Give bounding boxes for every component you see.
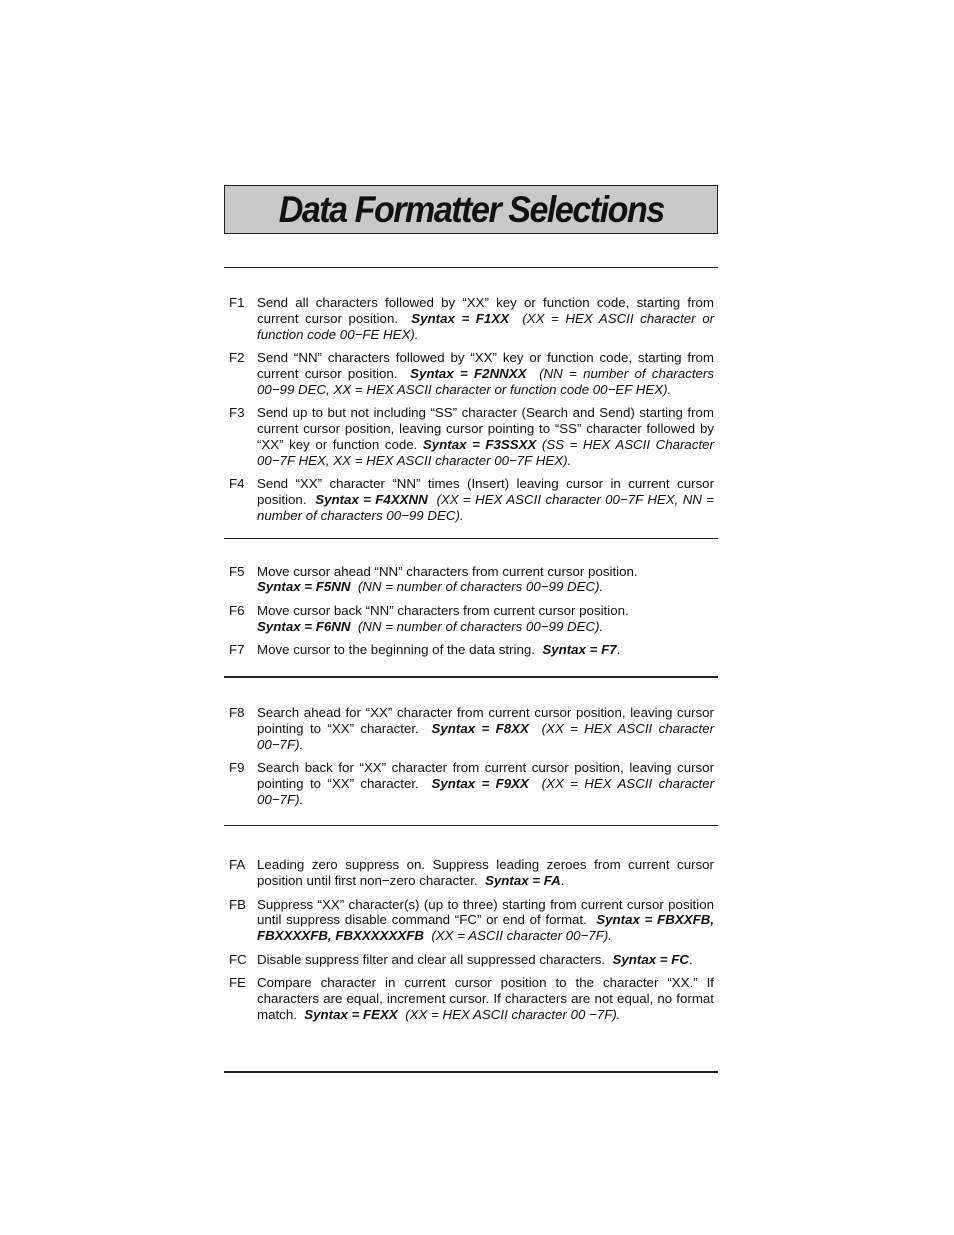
syntax-text: Syntax = F7 xyxy=(542,642,617,658)
command-code: F4 xyxy=(229,476,245,492)
command-code: F1 xyxy=(229,295,245,310)
command-description xyxy=(257,705,718,752)
description-text: Send “NN” characters followed by “XX” key or function code, starting from current cursor position. xyxy=(257,350,714,381)
description-text: Move cursor to the beginning of the data string. xyxy=(257,642,535,658)
command-description xyxy=(257,405,718,468)
command-code: F9 xyxy=(229,760,245,776)
description-text: Disable suppress filter and clear all suppressed characters. xyxy=(257,951,606,967)
command-entry-f1 xyxy=(224,295,718,342)
command-description xyxy=(257,564,718,596)
command-description xyxy=(257,952,718,968)
command-description xyxy=(257,476,718,523)
description-text: Move cursor ahead “NN” characters from current cursor position. xyxy=(257,563,638,579)
syntax-text: Syntax = F2NNXX xyxy=(410,365,527,381)
note-text: (NN = number of characters 00−99 DEC). xyxy=(357,579,604,595)
syntax-text: Syntax = F6NN xyxy=(257,618,351,634)
command-code: FA xyxy=(229,857,246,873)
description-text: Send all characters followed by “XX” key or function code, starting from current cursor position. xyxy=(257,295,714,326)
command-entry-fb xyxy=(224,897,718,944)
note-text: (NN = number of characters 00−99 DEC). xyxy=(357,618,604,634)
command-code: F2 xyxy=(229,350,245,366)
description-text: Search ahead for “XX” character from current cursor position, leaving cursor pointing to “XX” character. xyxy=(257,704,714,736)
command-code: F7 xyxy=(229,642,245,658)
command-code: F3 xyxy=(229,405,245,421)
command-code: FC xyxy=(229,951,247,967)
note-text: (NN = number of characters 00−99 DEC, XX = HEX ASCII character or function code 00−EF HEX). xyxy=(257,365,714,397)
syntax-text: Syntax = F3SSXX xyxy=(422,436,537,452)
command-entry-f2 xyxy=(224,350,718,397)
command-entry-fa xyxy=(224,857,718,889)
note-text: (XX = HEX ASCII character 00−7F). xyxy=(257,720,715,752)
description-text: Move cursor back “NN” characters from current cursor position. xyxy=(257,602,629,618)
syntax-text: Syntax = F4XXNN xyxy=(315,492,428,508)
description-text: Search back for “XX” character from current cursor position, leaving cursor pointing to “XX” character. xyxy=(257,760,714,791)
command-description xyxy=(257,295,718,342)
description-text: Send “XX” character “NN” times (Insert) leaving cursor in current cursor position. xyxy=(257,476,714,508)
note-text: . xyxy=(560,873,565,889)
command-entry-f3 xyxy=(224,405,718,468)
note-text: . xyxy=(616,642,621,658)
command-code: F5 xyxy=(229,563,245,579)
command-entry-fc xyxy=(224,952,718,968)
command-description xyxy=(257,897,718,944)
note-text: (XX = HEX ASCII character 00−7F HEX, NN = number of characters 00−99 DEC). xyxy=(257,492,715,523)
section-send-commands xyxy=(224,268,718,539)
title-box xyxy=(224,185,718,234)
note-text: . xyxy=(688,951,693,967)
note-text: (XX = HEX ASCII character 00−7F). xyxy=(257,775,715,807)
section-suppress-compare-commands xyxy=(224,826,718,1072)
command-code: F6 xyxy=(229,602,245,618)
section-search-commands xyxy=(224,678,718,826)
command-entry-f4 xyxy=(224,476,718,523)
command-entry-f7 xyxy=(224,642,718,658)
note-text: (XX = HEX ASCII character 00 −7F). xyxy=(405,1007,621,1023)
page xyxy=(224,185,718,1073)
syntax-text: Syntax = F1XX xyxy=(411,310,510,326)
command-description xyxy=(257,350,718,397)
command-description xyxy=(257,975,718,1022)
syntax-text: Syntax = F8XX xyxy=(431,720,529,736)
description-text: Send up to but not including “SS” character (Search and Send) starting from current cursor position, leaving cursor pointing to “SS” character followed by “XX” key or function code. xyxy=(257,405,714,452)
description-text: Compare character in current cursor position to the character “XX.” If characters are equal, increment cursor. If characters are not equal, no format match. xyxy=(257,975,714,1023)
command-entry-f9 xyxy=(224,760,718,807)
syntax-text: Syntax = FC xyxy=(612,951,689,967)
command-description xyxy=(257,603,718,635)
command-code: F8 xyxy=(229,704,245,720)
command-entry-f8 xyxy=(224,705,718,752)
syntax-text: Syntax = F5NN xyxy=(257,579,351,595)
command-description xyxy=(257,642,718,658)
command-entry-f5 xyxy=(224,564,718,596)
command-description xyxy=(257,760,718,807)
page-title: Data Formatter Selections xyxy=(278,189,664,230)
note-text: (SS = HEX ASCII Character 00−7F HEX, XX = HEX ASCII character 00−7F HEX). xyxy=(257,436,714,468)
command-entry-f6 xyxy=(224,603,718,635)
command-entry-fe xyxy=(224,975,718,1022)
description-text: Leading zero suppress on. Suppress leading zeroes from current cursor position until first non−zero character. xyxy=(257,857,714,889)
command-description xyxy=(257,857,718,889)
syntax-text: Syntax = F9XX xyxy=(431,775,529,791)
command-code: FB xyxy=(229,896,246,912)
command-code: FE xyxy=(229,975,246,991)
syntax-text: Syntax = FBXXFB, FBXXXXFB, FBXXXXXXFB xyxy=(257,912,715,944)
note-text: (XX = HEX ASCII character or function code 00−FE HEX). xyxy=(257,310,715,342)
note-text: (XX = ASCII character 00−7F). xyxy=(431,928,612,944)
syntax-text: Syntax = FA xyxy=(485,873,561,889)
description-text: Suppress “XX” character(s) (up to three) starting from current cursor position until suppress disable command “FC” or end of format. xyxy=(257,896,714,928)
syntax-text: Syntax = FEXX xyxy=(304,1007,398,1023)
section-cursor-move-commands xyxy=(224,539,718,678)
